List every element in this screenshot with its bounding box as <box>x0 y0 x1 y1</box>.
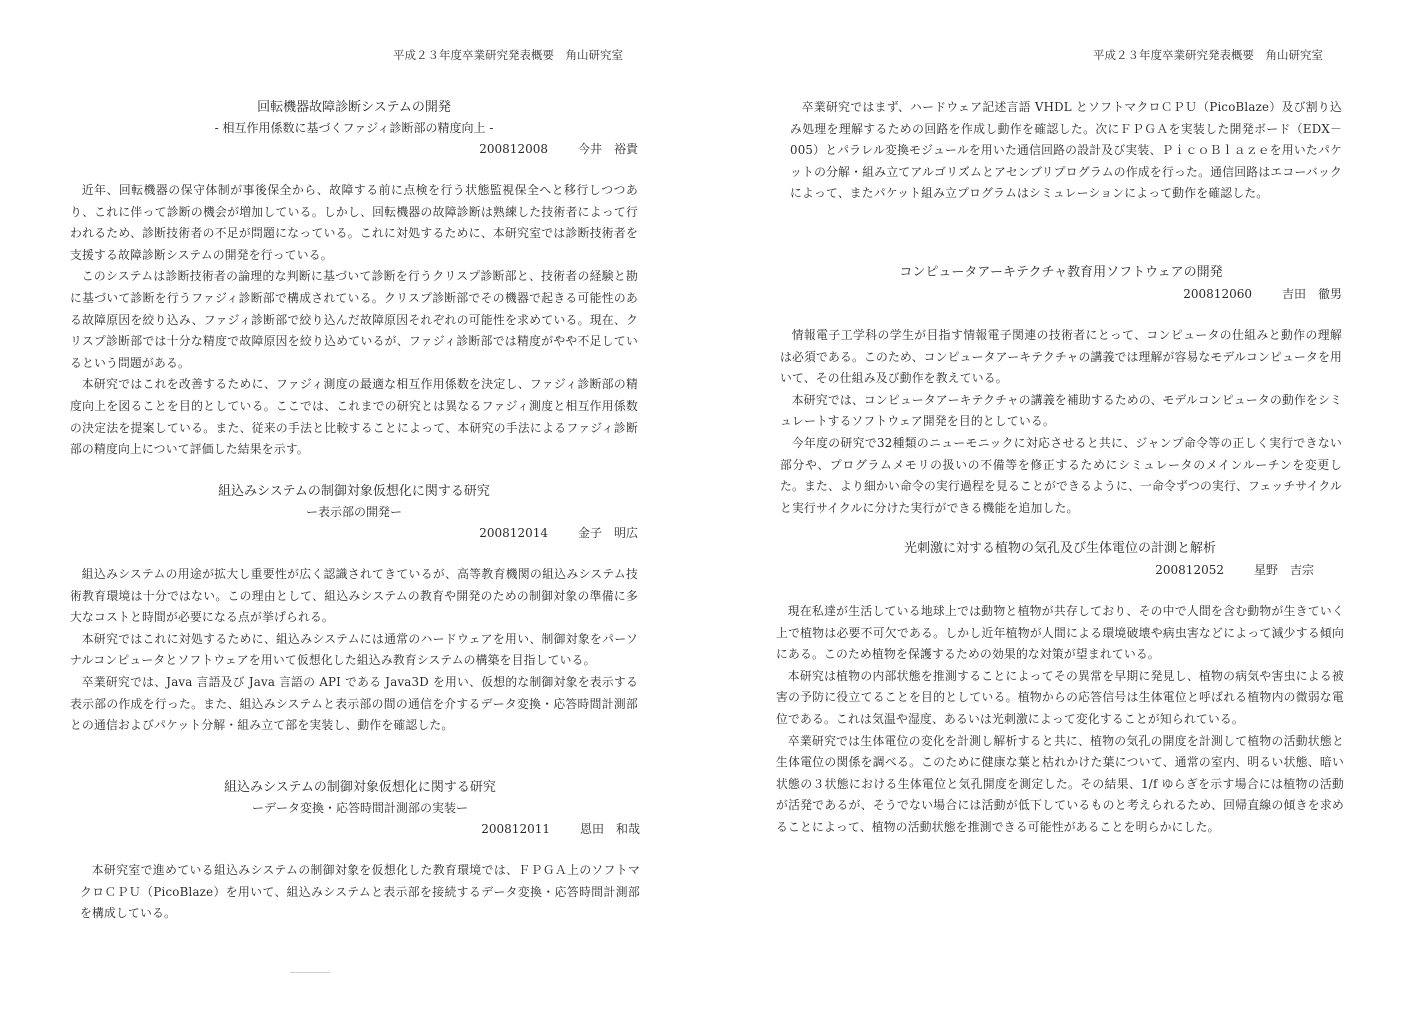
author-name: 恩田 和哉 <box>579 822 640 836</box>
paragraph: 情報電子工学科の学生が目指す情報電子関連の技術者にとって、コンピュータの仕組みと動作の理解は必須である。このため、コンピュータアーキテクチャの講義では理解が容易なモデルコンピュータを用いて、その仕組み及び動作を教えている。 <box>780 328 1342 386</box>
student-id: 200812008 <box>479 142 548 156</box>
author-line <box>80 819 640 839</box>
page-header: 平成２３年度卒業研究発表概要 角山研究室 <box>1093 48 1323 62</box>
abstract-section <box>70 482 638 737</box>
abstract-body <box>80 860 640 925</box>
section-title: 組込みシステムの制御対象仮想化に関する研究 <box>224 780 496 795</box>
section-title: コンピュータアーキテクチャ教育用ソフトウェアの開発 <box>899 265 1223 280</box>
section-title: 回転機器故障診断システムの開発 <box>257 100 451 115</box>
student-id: 200812014 <box>479 526 548 540</box>
abstract-section <box>780 263 1342 519</box>
scan-mark <box>290 972 330 973</box>
student-id: 200812060 <box>1183 287 1252 301</box>
section-title: 光刺激に対する植物の気孔及び生体電位の計測と解析 <box>903 541 1216 556</box>
student-id: 200812052 <box>1155 563 1224 577</box>
author-name: 星野 吉宗 <box>1253 563 1314 577</box>
paragraph: 本研究ではこれを改善するために、ファジィ測度の最適な相互作用係数を決定し、ファジィ診断部の精度向上を図ることを目的としている。ここでは、これまでの研究とは異なるファジィ測度と相互作用係数の決定法を提案している。また、従来の手法と比較することによって、本研究の手法によるファジィ診断部の精度向上について評価した結果を示す。 <box>70 377 638 457</box>
section-title: 組込みシステムの制御対象仮想化に関する研究 <box>218 484 490 499</box>
abstract-body <box>790 97 1342 205</box>
abstract-body <box>70 180 638 461</box>
author-line <box>780 284 1342 304</box>
author-name: 金子 明広 <box>577 526 638 540</box>
paragraph: 今年度の研究で32種類のニューモニックに対応させると共に、ジャンプ命令等の正しく実行できない部分や、プログラムメモリの扱いの不備等を修正するためにシミュレータのメインルーチンを変更した。また、より細かい命令の実行過程を見ることができるように、一命令ずつの実行、フェッチサイクルと実行サイクルに分けた実行ができる機能を追加した。 <box>780 435 1342 515</box>
paragraph: 卒業研究ではまず、ハードウェア記述言語 VHDL とソフトマクロＣＰＵ（PicoBlaze）及び割り込み処理を理解するための回路を作成し動作を確認した。次にＦＰＧＡを実装した開発ボード（EDX－005）とパラレル変換モジュールを用いた通信回路の設計及び実装、ＰｉｃｏＢｌａｚｅを用いたパケットの分解・組み立てアルゴリズムとアセンブリプログラムの作成を行った。通信回路はエコーバックによって、またパケット組み立プログラムはシミュレーションによって動作を確認した。 <box>790 100 1342 201</box>
right-page <box>700 0 1403 1020</box>
abstract-section <box>70 98 638 461</box>
abstract-section <box>80 778 640 925</box>
section-subtitle: ーデータ変換・応答時間計測部の実装ー <box>251 801 468 815</box>
paragraph: 現在私達が生活している地球上では動物と植物が共存しており、その中で人間を含む動物が生きていく上で植物は必要不可欠である。しかし近年植物が人間による環境破壊や病虫害などによって減少する傾向にある。このため植物を保護するための効果的な対策が望まれている。 <box>776 604 1344 662</box>
left-page <box>0 0 700 1020</box>
abstract-body <box>780 325 1342 519</box>
paragraph: 卒業研究では生体電位の変化を計測し解析すると共に、植物の気孔の開度を計測して植物の活動状態と生体電位の関係を調べる。このために健康な葉と枯れかけた葉について、通常の室内、明るい状態、暗い状態の３状態における生体電位と気孔開度を測定した。その結果、1/f ゆらぎを示す場合には植物の活動が活発であるが、そうでない場合には活動が低下しているものと考えられるため、回帰直線の傾きを求めることによって、植物の活動状態を推測できる可能性があることを明らかにした。 <box>776 733 1344 834</box>
paragraph: 組込みシステムの用途が拡大し重要性が広く認識されてきているが、高等教育機関の組込みシステム技術教育環境は十分ではない。この理由として、組込みシステムの教育や開発のための制御対象の準備に多大なコストと時間が必要になる点が挙げられる。 <box>70 567 638 625</box>
abstract-body <box>776 601 1344 839</box>
paragraph: 本研究室で進めている組込みシステムの制御対象を仮想化した教育環境では、ＦＰＧＡ上のソフトマクロＣＰＵ（PicoBlaze）を用いて、組込みシステムと表示部を接続するデータ変換・応答時間計測部を構成している。 <box>80 863 640 921</box>
page-header: 平成２３年度卒業研究発表概要 角山研究室 <box>393 48 623 62</box>
author-line <box>70 523 638 543</box>
paragraph: このシステムは診断技術者の論理的な判断に基づいて診断を行うクリスプ診断部と、技術者の経験と勘に基づいて診断を行うファジィ診断部で構成されている。クリスプ診断部でその機器で起きる可能性のある故障原因を絞り込み、ファジィ診断部で絞り込んだ故障原因それぞれの可能性を求めている。現在、クリスプ診断部では十分な精度で故障原因を絞り込めているが、ファジィ診断部では精度がやや不足しているという問題がある。 <box>70 269 638 370</box>
section-subtitle: - 相互作用係数に基づくファジィ診断部の精度向上 - <box>214 121 494 135</box>
paragraph: 卒業研究では、Java 言語及び Java 言語の API である Java3D を用い、仮想的な制御対象を表示する表示部の作成を行った。また、組込みシステムと表示部の間の通信を介するデータ変換・応答時間計測部との通信およびパケット分解・組み立て部を実装し、動作を確認した。 <box>70 674 638 733</box>
author-name: 吉田 徹男 <box>1281 287 1342 301</box>
continuation-section <box>790 97 1342 205</box>
author-line <box>70 139 638 159</box>
paragraph: 本研究は植物の内部状態を推測することによってその異常を早期に発見し、植物の病気や害虫による被害の予防に役立てることを目的としている。植物からの応答信号は生体電位と呼ばれる植物内の微弱な電位である。これは気温や湿度、あるいは光刺激によって変化することが知られている。 <box>776 668 1344 726</box>
abstract-body <box>70 564 638 737</box>
author-name: 今井 裕貴 <box>577 142 638 156</box>
student-id: 200812011 <box>481 822 550 836</box>
paragraph: 本研究では、コンピュータアーキテクチャの講義を補助するための、モデルコンピュータの動作をシミュレートするソフトウェア開発を目的としている。 <box>780 392 1342 429</box>
paragraph: 近年、回転機器の保守体制が事後保全から、故障する前に点検を行う状態監視保全へと移行しつつあり、これに伴って診断の機会が増加している。しかし、回転機器の故障診断は熟練した技術者によって行われるため、診断技術者の不足が問題になっている。これに対処するために、本研究室では診断技術者を支援する故障診断システムの開発を行っている。 <box>70 183 638 262</box>
section-subtitle: ー表示部の開発ー <box>305 505 402 519</box>
author-line <box>776 560 1344 580</box>
abstract-section <box>776 539 1344 839</box>
paragraph: 本研究ではこれに対処するために、組込みシステムには通常のハードウェアを用い、制御対象をパーソナルコンピュータとソフトウェアを用いて仮想化した組込み教育システムの構築を目指している。 <box>70 631 638 668</box>
